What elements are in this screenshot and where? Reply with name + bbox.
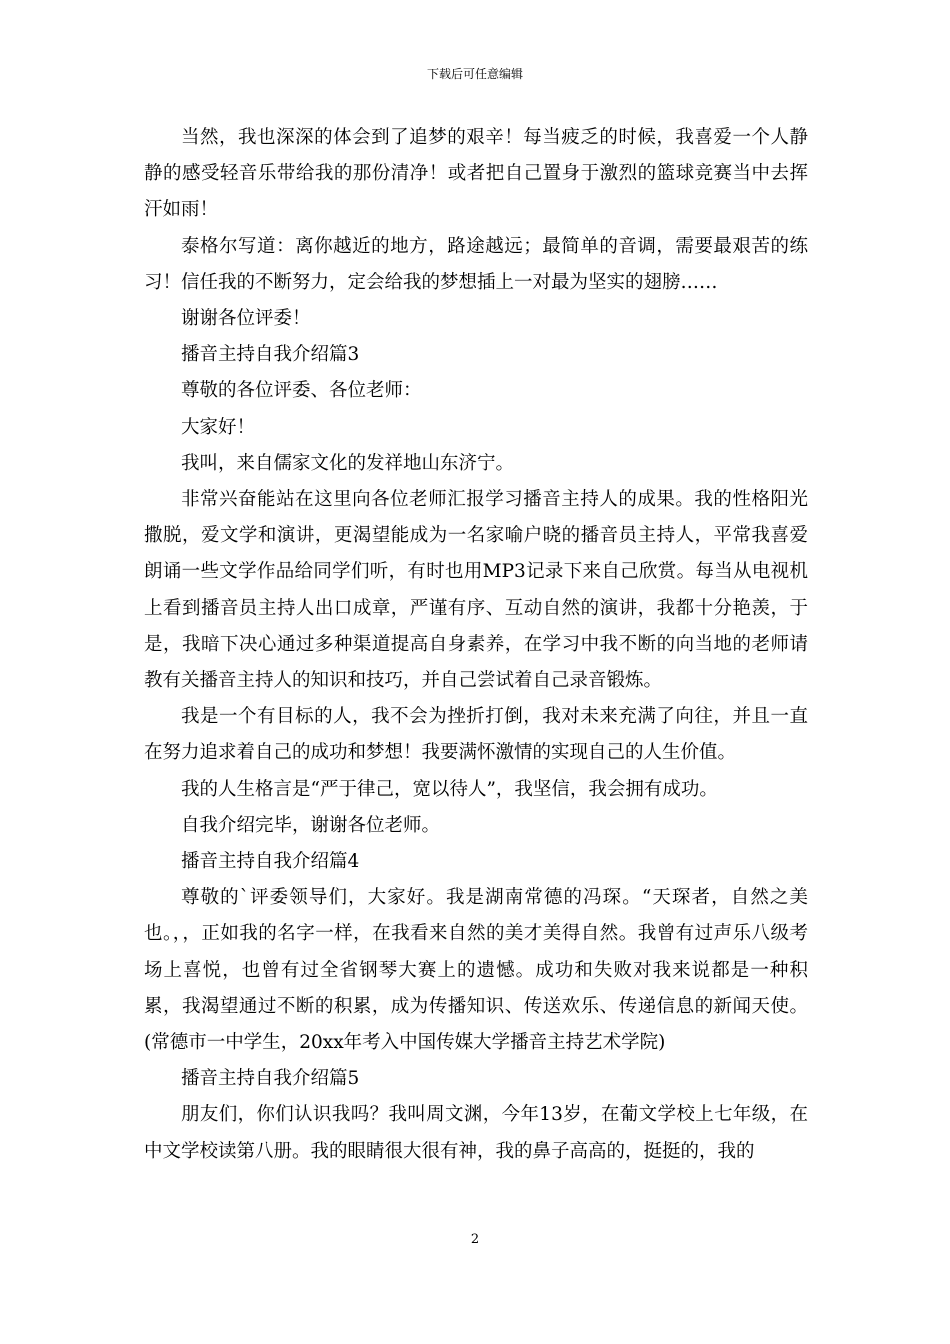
paragraph: 我是一个有目标的人，我不会为挫折打倒，我对未来充满了向往，并且一直在努力追求着自己的成功和梦想！我要满怀激情的实现自己的人生价值。 xyxy=(144,706,808,764)
paragraph: 尊敬的各位评委、各位老师： xyxy=(181,380,422,402)
paragraph: 当然，我也深深的体会到了追梦的艰辛！每当疲乏的时候，我喜爱一个人静静的感受轻音乐带给我的那份清净！或者把自己置身于激烈的篮球竞赛当中去挥汗如雨！ xyxy=(144,127,808,221)
paragraph: 自我介绍完毕，谢谢各位老师。 xyxy=(181,814,441,836)
paragraph: 朋友们，你们认识我吗？我叫周文渊，今年13岁，在葡文学校上七年级，在中文学校读第八册。我的眼睛很大很有神，我的鼻子高高的，挺挺的，我的 xyxy=(144,1104,808,1162)
paragraph: 大家好！ xyxy=(181,416,256,438)
section-heading: 播音主持自我介绍篇3 xyxy=(181,344,360,366)
section-heading: 播音主持自我介绍篇5 xyxy=(181,1068,360,1090)
page-number: 2 xyxy=(470,1232,480,1247)
paragraph: 尊敬的`评委领导们，大家好。我是湖南常德的冯琛。“天琛者，自然之美也。，，正如我的名字一样，在我看来自然的美才美得自然。我曾有过声乐八级考场上喜悦，也曾有过全省钢琴大赛上的遗憾。成功和失败对我来说都是一种积累，我渴望通过不断的积累，成为传播知识、传送欢乐、传递信息的新闻天使。(常德市一中学生，20xx年考入中国传媒大学播音主持艺术学院) xyxy=(144,887,808,1054)
section-heading: 播音主持自我介绍篇4 xyxy=(181,851,360,873)
paragraph: 非常兴奋能站在这里向各位老师汇报学习播音主持人的成果。我的性格阳光撒脱，爱文学和演讲，更渴望能成为一名家喻户晓的播音员主持人，平常我喜爱朗诵一些文学作品给同学们听，有时也用MP3记录下来自己欣赏。每当从电视机上看到播音员主持人出口成章，严谨有序、互动自然的演讲，我都十分艳羡，于是，我暗下决心通过多种渠道提高自身素养，在学习中我不断的向当地的老师请教有关播音主持人的知识和技巧，并自己尝试着自己录音锻炼。 xyxy=(144,489,808,692)
paragraph: 我的人生格言是“严于律己，宽以待人”，我坚信，我会拥有成功。 xyxy=(181,778,718,800)
paragraph: 谢谢各位评委！ xyxy=(181,308,311,330)
page-header: 下载后可任意编辑 xyxy=(426,67,523,81)
document-body xyxy=(144,120,808,1170)
paragraph: 我叫，来自儒家文化的发祥地山东济宁。 xyxy=(181,452,515,474)
paragraph: 泰格尔写道：离你越近的地方，路途越远；最简单的音调，需要最艰苦的练习！信任我的不断努力，定会给我的梦想插上一对最为坚实的翅膀…… xyxy=(144,235,808,293)
